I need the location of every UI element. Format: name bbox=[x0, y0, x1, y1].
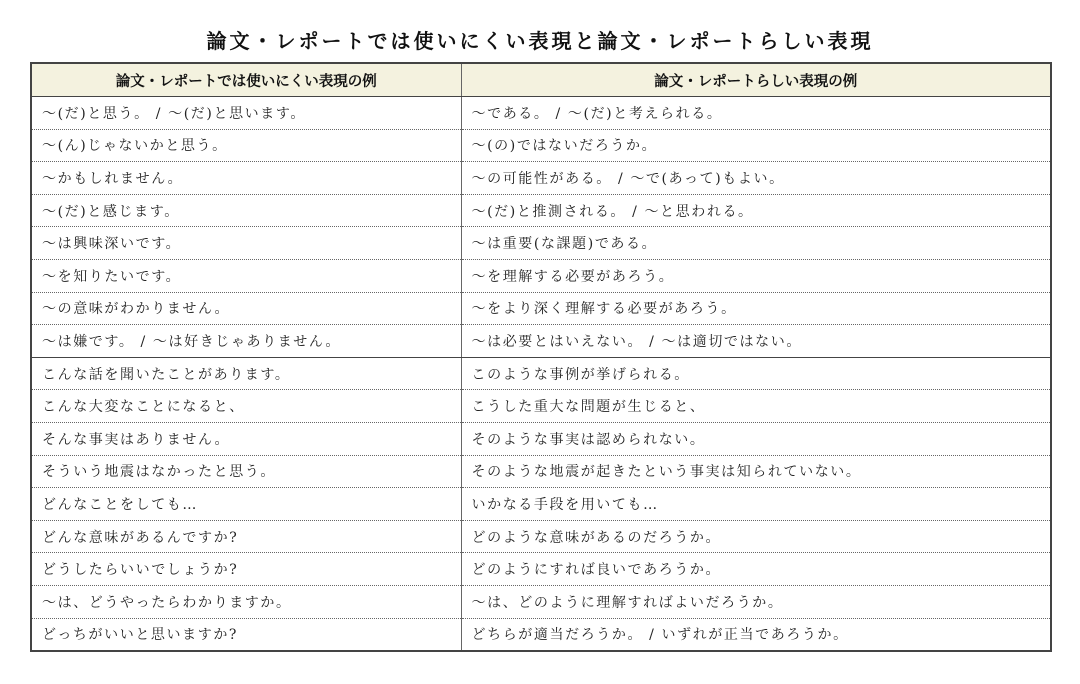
table-row bbox=[31, 227, 1051, 260]
academic-cell: こうした重大な問題が生じると、 bbox=[461, 390, 1051, 423]
academic-cell: 〜をより深く理解する必要があろう。 bbox=[461, 292, 1051, 325]
table-row bbox=[31, 618, 1051, 651]
informal-cell: どんなことをしても… bbox=[31, 488, 461, 521]
informal-cell: 〜は嫌です。 / 〜は好きじゃありません。 bbox=[31, 325, 461, 358]
informal-cell: こんな大変なことになると、 bbox=[31, 390, 461, 423]
informal-cell: 〜は興味深いです。 bbox=[31, 227, 461, 260]
table-row bbox=[31, 259, 1051, 292]
informal-cell: 〜かもしれません。 bbox=[31, 162, 461, 195]
table-header-row bbox=[31, 63, 1051, 97]
academic-cell: 〜(だ)と推測される。 / 〜と思われる。 bbox=[461, 194, 1051, 227]
table-row bbox=[31, 520, 1051, 553]
informal-cell: 〜(だ)と思う。 / 〜(だ)と思います。 bbox=[31, 97, 461, 130]
academic-cell: どのような意味があるのだろうか。 bbox=[461, 520, 1051, 553]
table-row bbox=[31, 585, 1051, 618]
informal-cell: どっちがいいと思いますか? bbox=[31, 618, 461, 651]
academic-cell: そのような地震が起きたという事実は知られていない。 bbox=[461, 455, 1051, 488]
informal-cell: どんな意味があるんですか? bbox=[31, 520, 461, 553]
informal-cell: そういう地震はなかったと思う。 bbox=[31, 455, 461, 488]
informal-cell: そんな事実はありません。 bbox=[31, 422, 461, 455]
informal-cell: 〜(ん)じゃないかと思う。 bbox=[31, 129, 461, 162]
table-row bbox=[31, 488, 1051, 521]
informal-cell: 〜は、どうやったらわかりますか。 bbox=[31, 585, 461, 618]
page-title: 論文・レポートでは使いにくい表現と論文・レポートらしい表現 bbox=[206, 29, 874, 53]
table-row bbox=[31, 162, 1051, 195]
academic-cell: どのようにすれば良いであろうか。 bbox=[461, 553, 1051, 586]
academic-cell: そのような事実は認められない。 bbox=[461, 422, 1051, 455]
header-academic-expressions: 論文・レポートらしい表現の例 bbox=[461, 63, 1051, 97]
academic-cell: 〜の可能性がある。 / 〜で(あって)もよい。 bbox=[461, 162, 1051, 195]
table-row bbox=[31, 422, 1051, 455]
table-row bbox=[31, 357, 1051, 390]
table-row bbox=[31, 390, 1051, 423]
academic-cell: 〜は必要とはいえない。 / 〜は適切ではない。 bbox=[461, 325, 1051, 358]
academic-cell: 〜は重要(な課題)である。 bbox=[461, 227, 1051, 260]
table-row bbox=[31, 292, 1051, 325]
header-informal-expressions: 論文・レポートでは使いにくい表現の例 bbox=[31, 63, 461, 97]
table-row bbox=[31, 325, 1051, 358]
informal-cell: どうしたらいいでしょうか? bbox=[31, 553, 461, 586]
academic-cell: 〜を理解する必要があろう。 bbox=[461, 259, 1051, 292]
informal-cell: 〜を知りたいです。 bbox=[31, 259, 461, 292]
table-row bbox=[31, 553, 1051, 586]
academic-cell: このような事例が挙げられる。 bbox=[461, 357, 1051, 390]
academic-cell: 〜である。 / 〜(だ)と考えられる。 bbox=[461, 97, 1051, 130]
table-row bbox=[31, 194, 1051, 227]
academic-cell: 〜は、どのように理解すればよいだろうか。 bbox=[461, 585, 1051, 618]
academic-cell: どちらが適当だろうか。 / いずれが正当であろうか。 bbox=[471, 627, 849, 644]
academic-cell: 〜(の)ではないだろうか。 bbox=[461, 129, 1051, 162]
table-row bbox=[31, 455, 1051, 488]
academic-cell: いかなる手段を用いても… bbox=[461, 488, 1051, 521]
informal-cell: こんな話を聞いたことがあります。 bbox=[31, 357, 461, 390]
expression-table bbox=[30, 62, 1052, 652]
table-row bbox=[31, 129, 1051, 162]
informal-cell: 〜の意味がわかりません。 bbox=[31, 292, 461, 325]
table-row bbox=[31, 97, 1051, 130]
informal-cell: 〜(だ)と感じます。 bbox=[31, 194, 461, 227]
